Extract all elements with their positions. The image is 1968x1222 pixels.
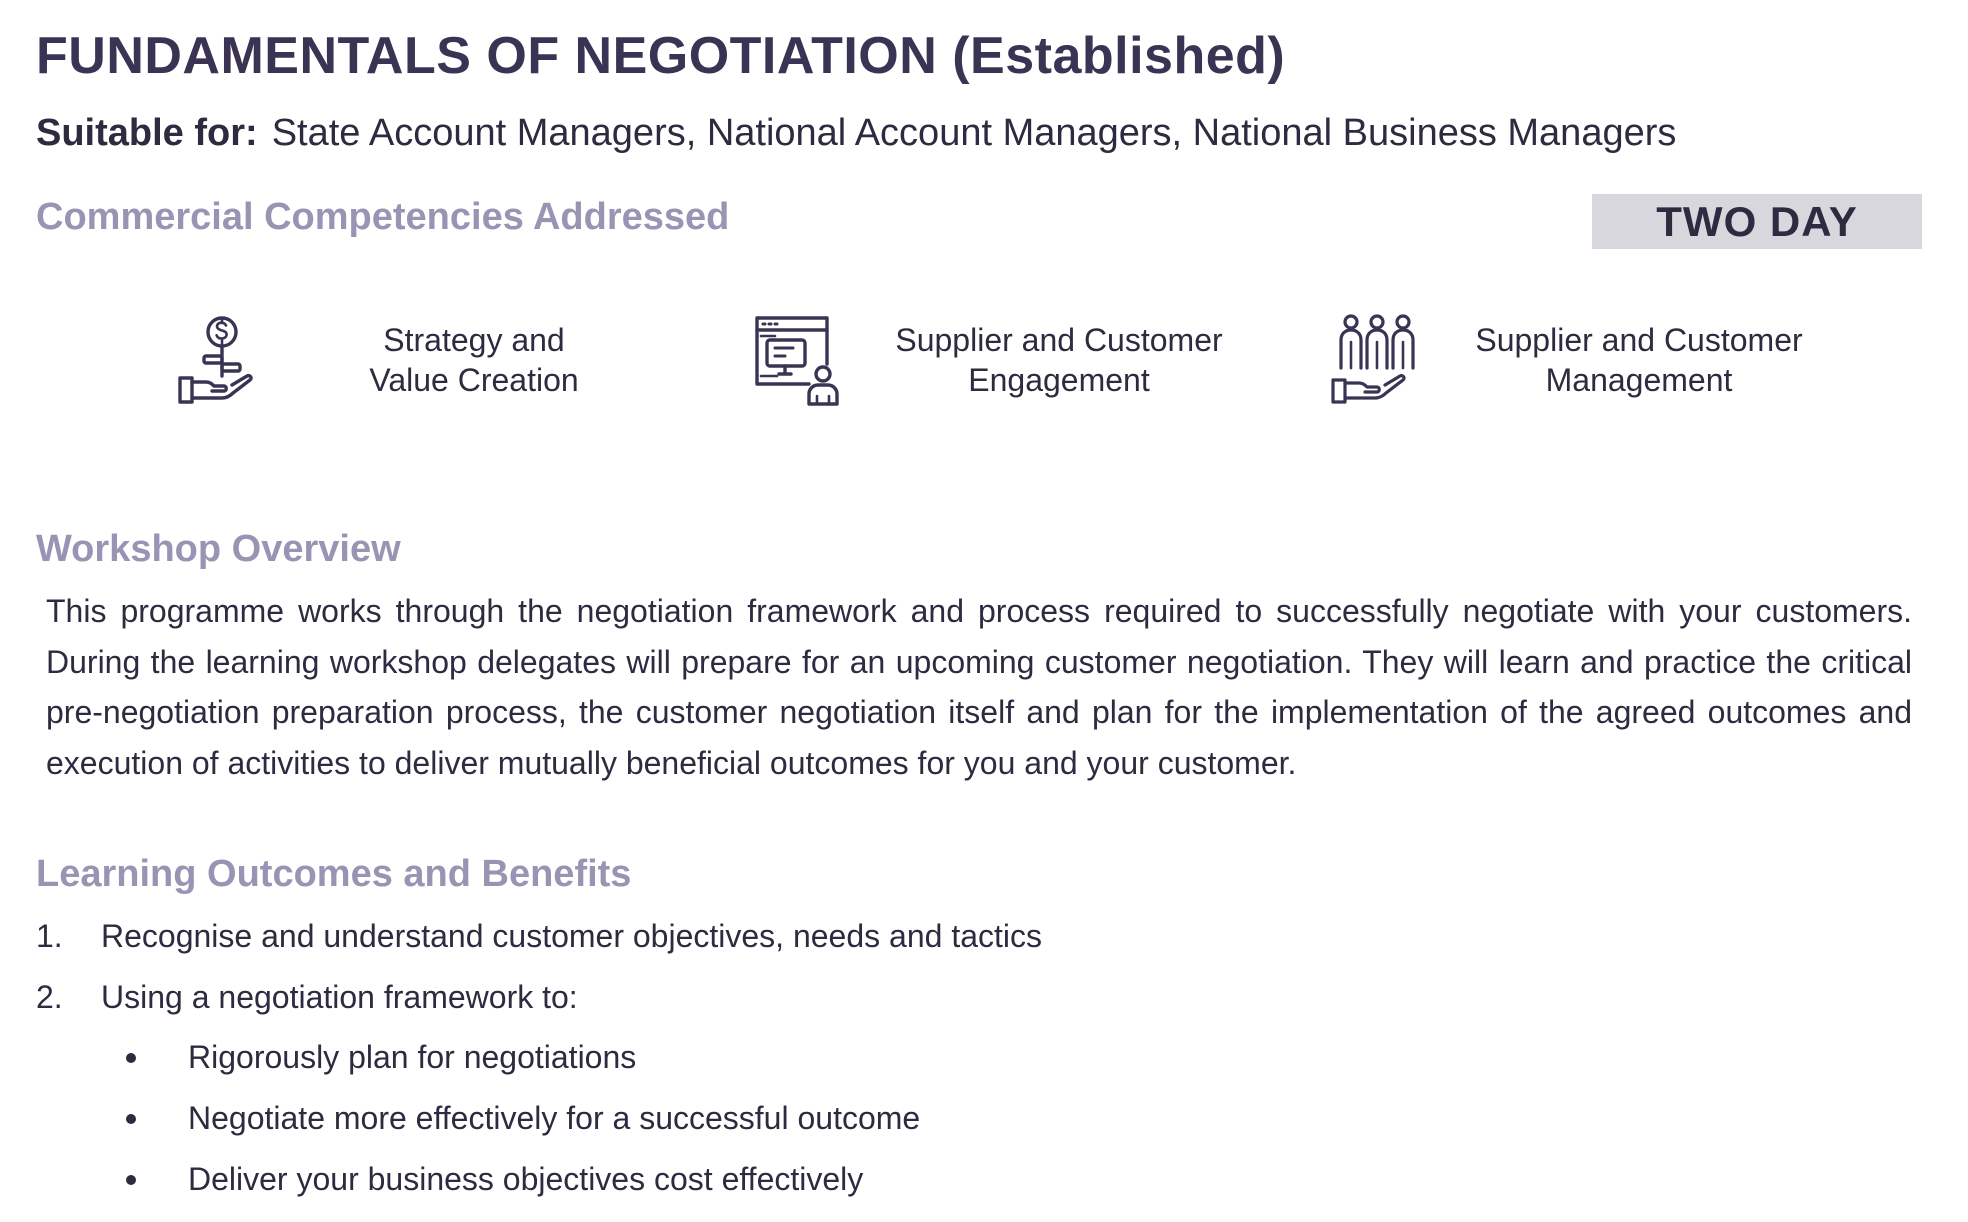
outcomes-list xyxy=(36,912,1932,1034)
bullet-dot-icon xyxy=(126,1175,136,1185)
team-on-hand-icon xyxy=(1329,312,1425,408)
list-text: Using a negotiation framework to: xyxy=(101,979,578,1015)
bullet-dot-icon xyxy=(126,1114,136,1124)
suitable-for-line xyxy=(36,112,1676,155)
bullet-text: Rigorously plan for negotiations xyxy=(188,1039,637,1075)
money-plant-hand-icon xyxy=(174,312,270,408)
competencies-heading: Commercial Competencies Addressed xyxy=(36,196,730,238)
page-title: FUNDAMENTALS OF NEGOTIATION (Established) xyxy=(36,27,1286,85)
bullet-text: Negotiate more effectively for a successful outcome xyxy=(188,1100,921,1136)
overview-heading: Workshop Overview xyxy=(36,528,401,570)
list-item xyxy=(36,973,1932,1034)
competency-management xyxy=(1329,310,1829,410)
duration-badge: TWO DAY xyxy=(1592,194,1922,249)
bullet-dot-icon xyxy=(126,1053,136,1063)
competency-label: Supplier and Customer Engagement xyxy=(895,322,1223,398)
competency-engagement xyxy=(751,310,1249,410)
competency-strategy-value xyxy=(174,310,604,410)
bullet-text: Deliver your business objectives cost effectively xyxy=(188,1161,864,1197)
competency-label: Strategy and Value Creation xyxy=(369,322,579,398)
suitable-for-value: State Account Managers, National Account Managers, National Business Managers xyxy=(271,112,1677,154)
competency-label: Supplier and Customer Management xyxy=(1475,322,1803,398)
outcomes-heading: Learning Outcomes and Benefits xyxy=(36,853,632,895)
suitable-for-label: Suitable for: xyxy=(36,112,258,154)
browser-presentation-person-icon xyxy=(751,312,847,408)
list-number: 1. xyxy=(36,918,63,954)
overview-body: This programme works through the negotiation framework and process required to successfully negotiate with your customers. During the learning workshop delegates will prepare for an upcoming customer negotiation. They will learn and practice the critical pre-negotiation preparation process, the customer negotiation itself and plan for the implementation of the agreed outcomes and execution of activities to deliver mutually beneficial outcomes for you and your customer. xyxy=(46,593,1912,781)
list-number: 2. xyxy=(36,979,63,1015)
list-item xyxy=(36,912,1932,973)
list-text: Recognise and understand customer objectives, needs and tactics xyxy=(101,918,1042,954)
